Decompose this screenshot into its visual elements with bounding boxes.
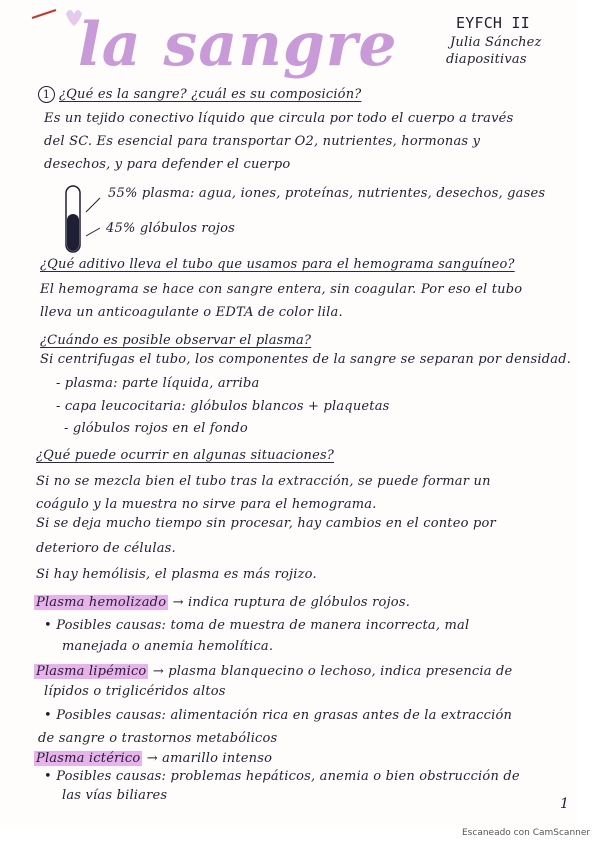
- plasma-type-description: indica ruptura de glóbulos rojos.: [188, 595, 411, 610]
- arrow-icon: →: [172, 595, 184, 610]
- scanner-watermark: Escaneado con CamScanner: [462, 828, 591, 838]
- plasma-type-lipemico: [34, 664, 512, 679]
- plasma-type-label: Plasma lipémico: [36, 664, 147, 679]
- section1-question-text: ¿Qué es la sangre? ¿cuál es su composición?: [59, 87, 362, 102]
- plasma-type-description: amarillo intenso: [162, 751, 273, 766]
- plasma-cause-line: de sangre o trastornos metabólicos: [38, 731, 278, 746]
- q3-question: ¿Cuándo es posible observar el plasma?: [40, 333, 312, 348]
- page-number: 1: [560, 796, 570, 812]
- arrow-icon: →: [152, 664, 164, 679]
- plasma-cause-line: las vías biliares: [62, 788, 168, 803]
- plasma-cause-line: • Posibles causas: alimentación rica en grasas antes de la extracción: [44, 708, 513, 723]
- q3-list-item: - plasma: parte líquida, arriba: [56, 376, 260, 391]
- q2-answer-line: lleva un anticoagulante o EDTA de color lila.: [40, 305, 343, 320]
- composition-plasma: 55% plasma: agua, iones, proteínas, nutrientes, desechos, gases: [108, 186, 546, 201]
- q3-list-item: - glóbulos rojos en el fondo: [64, 421, 248, 436]
- q3-answer-line: Si centrifugas el tubo, los componentes de la sangre se separan por densidad.: [40, 352, 572, 367]
- plasma-cause-line: • Posibles causas: toma de muestra de manera incorrecta, mal: [44, 618, 470, 633]
- q3-list-item: - capa leucocitaria: glóbulos blancos + plaquetas: [56, 399, 390, 414]
- section1-answer-line: Es un tejido conectivo líquido que circula por todo el cuerpo a través: [44, 111, 514, 126]
- plasma-type-label: Plasma hemolizado: [36, 595, 167, 610]
- course-name: EYFCH II: [456, 14, 530, 32]
- section1-answer-line: del SC. Es esencial para transportar O2, nutrientes, hormonas y: [44, 134, 481, 149]
- page-title: la sangre: [78, 10, 398, 80]
- plasma-type-description-cont: lípidos o triglicéridos altos: [44, 684, 226, 699]
- plasma-type-hemolizado: [34, 595, 410, 610]
- q4-answer-line: Si hay hemólisis, el plasma es más rojizo.: [36, 567, 317, 582]
- q2-answer-line: El hemograma se hace con sangre entera, sin coagular. Por eso el tubo: [40, 282, 523, 297]
- plasma-type-icterico: [34, 751, 272, 766]
- section1-question: [38, 86, 361, 103]
- plasma-cause-line: • Posibles causas: problemas hepáticos, anemia o bien obstrucción de: [44, 769, 520, 784]
- section-number-badge: 1: [38, 86, 55, 103]
- q4-question: ¿Qué puede ocurrir en algunas situaciones?: [36, 448, 335, 463]
- section1-answer-line: desechos, y para defender el cuerpo: [44, 157, 291, 172]
- header-note: diapositivas: [446, 52, 527, 67]
- composition-red-cells: 45% glóbulos rojos: [106, 221, 235, 236]
- q4-answer-line: Si no se mezcla bien el tubo tras la extracción, se puede formar un: [36, 474, 491, 489]
- q2-question: ¿Qué aditivo lleva el tubo que usamos para el hemograma sanguíneo?: [40, 257, 515, 272]
- author-name: Julia Sánchez: [450, 35, 542, 50]
- q4-answer-line: deterioro de células.: [36, 541, 176, 556]
- plasma-type-label: Plasma ictérico: [36, 751, 141, 766]
- arrow-icon: →: [146, 751, 158, 766]
- plasma-type-description: plasma blanquecino o lechoso, indica presencia de: [168, 664, 513, 679]
- plasma-cause-line: manejada o anemia hemolítica.: [62, 639, 274, 654]
- q4-answer-line: coágulo y la muestra no sirve para el hemograma.: [36, 497, 377, 512]
- q4-answer-line: Si se deja mucho tiempo sin procesar, hay cambios en el conteo por: [36, 516, 496, 531]
